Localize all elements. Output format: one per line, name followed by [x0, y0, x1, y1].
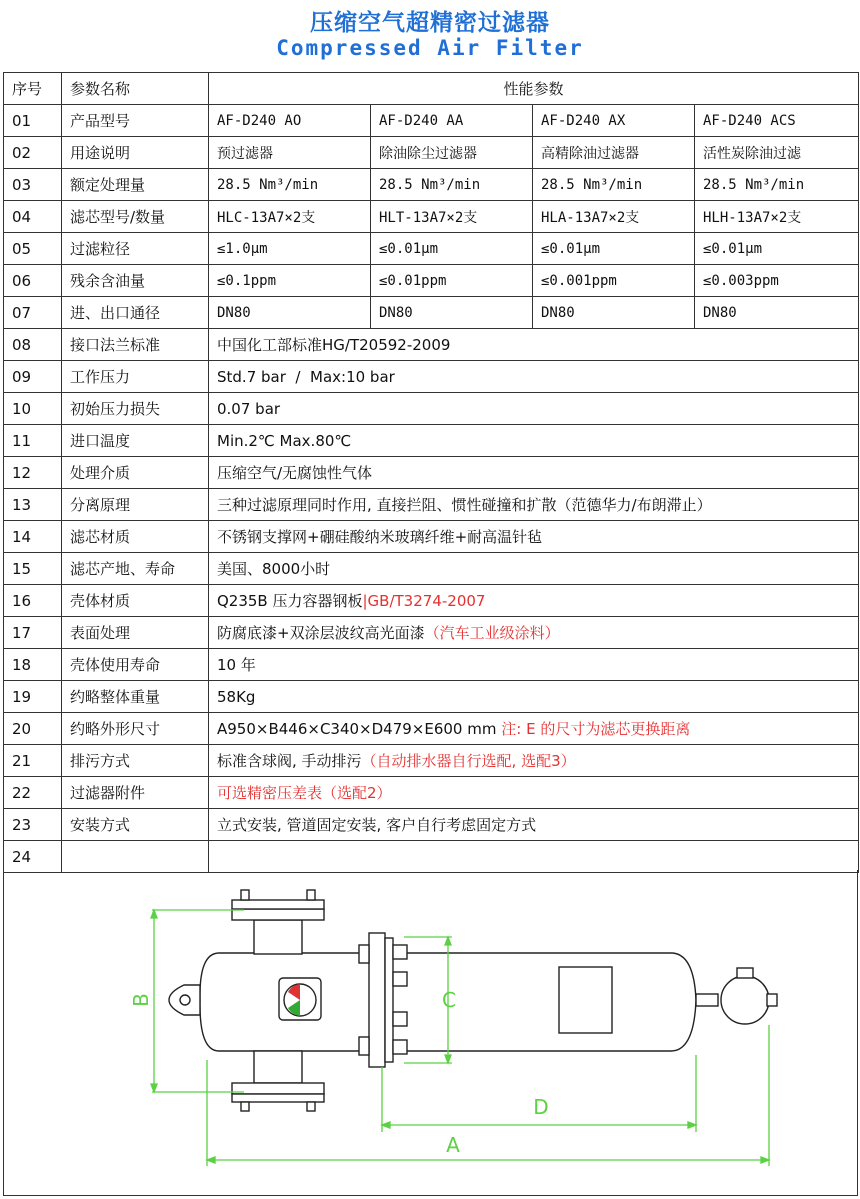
row-number: 04: [4, 201, 62, 233]
value-text: Std.7 bar / Max:10 bar: [217, 367, 395, 386]
outlet-flange-bottom: [232, 1094, 324, 1102]
param-value: ≤1.0μm: [209, 233, 371, 265]
row-number: 07: [4, 297, 62, 329]
value-text: 0.07 bar: [217, 399, 281, 418]
value-note: |GB/T3274-2007: [362, 592, 486, 610]
filter-drawing: [3, 870, 858, 1196]
row-number: 08: [4, 329, 62, 361]
value-text: 美国、8000小时: [217, 560, 331, 578]
value-text: 压缩空气/无腐蚀性气体: [217, 464, 373, 482]
filter-diagram: [4, 870, 857, 1196]
param-value: ≤0.01ppm: [371, 265, 533, 297]
inlet-flange: [232, 909, 324, 920]
row-number: 16: [4, 585, 62, 617]
param-name: 工作压力: [62, 361, 209, 393]
dim-d-label: D: [533, 1095, 549, 1119]
param-name: 表面处理: [62, 617, 209, 649]
table-row: [4, 713, 859, 745]
param-value: [209, 681, 859, 713]
param-value: 28.5 Nm³/min: [533, 169, 695, 201]
param-value: [209, 809, 859, 841]
param-name: 产品型号: [62, 105, 209, 137]
param-name: 约略外形尺寸: [62, 713, 209, 745]
param-name: 滤芯材质: [62, 521, 209, 553]
table-row: [4, 329, 859, 361]
outlet-flange: [232, 1083, 324, 1094]
param-value: DN80: [533, 297, 695, 329]
param-value: [209, 521, 859, 553]
value-note: （汽车工业级涂料）: [424, 624, 560, 642]
param-value: DN80: [695, 297, 859, 329]
row-number: 12: [4, 457, 62, 489]
outlet-pipe: [254, 1051, 302, 1083]
table-row: [4, 585, 859, 617]
table-row: [4, 169, 859, 201]
param-name: 壳体材质: [62, 585, 209, 617]
value-text: 防腐底漆+双涂层波纹高光面漆: [217, 624, 425, 642]
param-value: ≤0.01μm: [533, 233, 695, 265]
table-row: [4, 297, 859, 329]
table-row: [4, 681, 859, 713]
table-row: [4, 809, 859, 841]
param-name: 接口法兰标准: [62, 329, 209, 361]
header-row: [4, 73, 859, 105]
param-name: 排污方式: [62, 745, 209, 777]
table-row: [4, 489, 859, 521]
param-value: 高精除油过滤器: [533, 137, 695, 169]
value-note: （自动排水器自行选配, 选配3）: [361, 752, 576, 770]
table-row: [4, 521, 859, 553]
value-text: 中国化工部标准HG/T20592-2009: [217, 336, 451, 354]
row-number: 18: [4, 649, 62, 681]
value-text: 三种过滤原理同时作用, 直接拦阻、惯性碰撞和扩散（范德华力/布朗滞止）: [217, 496, 712, 514]
row-number: 09: [4, 361, 62, 393]
row-number: 06: [4, 265, 62, 297]
param-value: [209, 489, 859, 521]
param-value: 28.5 Nm³/min: [695, 169, 859, 201]
param-value: ≤0.1ppm: [209, 265, 371, 297]
param-name: 初始压力损失: [62, 393, 209, 425]
param-value: 28.5 Nm³/min: [371, 169, 533, 201]
param-value: ≤0.003ppm: [695, 265, 859, 297]
row-number: 02: [4, 137, 62, 169]
row-number: 13: [4, 489, 62, 521]
param-value: [209, 713, 859, 745]
param-value: [209, 393, 859, 425]
value-text: 标准含球阀, 手动排污: [217, 752, 362, 770]
param-value: [209, 617, 859, 649]
param-value: ≤0.01μm: [695, 233, 859, 265]
param-name: 分离原理: [62, 489, 209, 521]
table-row: [4, 265, 859, 297]
table-row: [4, 649, 859, 681]
param-value: 除油除尘过滤器: [371, 137, 533, 169]
page-subtitle: Compressed Air Filter: [276, 36, 584, 60]
param-value: AF-D240 AO: [209, 105, 371, 137]
table-row: [4, 137, 859, 169]
page-title: 压缩空气超精密过滤器: [310, 10, 550, 36]
param-value: [209, 649, 859, 681]
row-number: 11: [4, 425, 62, 457]
param-name: 残余含油量: [62, 265, 209, 297]
param-name: 滤芯产地、寿命: [62, 553, 209, 585]
value-text: A950×B446×C340×D479×E600 mm: [217, 720, 502, 738]
param-value: [209, 425, 859, 457]
value-note: 可选精密压差表（选配2）: [217, 784, 392, 802]
row-number: 17: [4, 617, 62, 649]
table-row: [4, 361, 859, 393]
row-number: 19: [4, 681, 62, 713]
table-row: [4, 745, 859, 777]
param-value: AF-D240 ACS: [695, 105, 859, 137]
row-number: 03: [4, 169, 62, 201]
table-row: [4, 841, 859, 873]
body-flange: [369, 933, 385, 1067]
param-value: 预过滤器: [209, 137, 371, 169]
row-number: 15: [4, 553, 62, 585]
inlet-pipe: [254, 920, 302, 954]
spec-table: [3, 72, 859, 873]
dim-a-label: A: [446, 1133, 460, 1157]
param-value: [209, 361, 859, 393]
row-number: 22: [4, 777, 62, 809]
drain-valve: [721, 976, 769, 1024]
value-text: Q235B 压力容器钢板: [217, 592, 363, 610]
param-value: [209, 585, 859, 617]
param-value: ≤0.001ppm: [533, 265, 695, 297]
row-number: 01: [4, 105, 62, 137]
inlet-flange-top: [232, 900, 324, 909]
value-text: Min.2℃ Max.80℃: [217, 431, 352, 450]
header-perf: 性能参数: [209, 73, 859, 105]
param-value: HLA-13A7×2支: [533, 201, 695, 233]
table-row: [4, 777, 859, 809]
table-row: [4, 393, 859, 425]
param-value: [209, 329, 859, 361]
row-number: 20: [4, 713, 62, 745]
row-number: 05: [4, 233, 62, 265]
param-name: 处理介质: [62, 457, 209, 489]
value-text: 不锈钢支撑网+硼硅酸纳米玻璃纤维+耐高温针毡: [217, 528, 543, 546]
param-value: [209, 745, 859, 777]
param-name: 进口温度: [62, 425, 209, 457]
param-value: HLT-13A7×2支: [371, 201, 533, 233]
dim-c-label: C: [442, 988, 456, 1012]
value-note: 注: E 的尺寸为滤芯更换距离: [501, 720, 691, 738]
param-name: 滤芯型号/数量: [62, 201, 209, 233]
param-value: DN80: [371, 297, 533, 329]
value-text: 10 年: [217, 656, 256, 674]
header-no: 序号: [4, 73, 62, 105]
value-text: 58Kg: [217, 687, 256, 706]
param-value: DN80: [209, 297, 371, 329]
param-value: AF-D240 AX: [533, 105, 695, 137]
table-row: [4, 617, 859, 649]
table-row: [4, 201, 859, 233]
param-value: 28.5 Nm³/min: [209, 169, 371, 201]
param-value: [209, 457, 859, 489]
value-text: 立式安装, 管道固定安装, 客户自行考虑固定方式: [217, 816, 537, 834]
label-plate: [559, 967, 612, 1033]
row-number: 23: [4, 809, 62, 841]
row-number: 14: [4, 521, 62, 553]
table-row: [4, 425, 859, 457]
header-param: 参数名称: [62, 73, 209, 105]
param-value: 活性炭除油过滤: [695, 137, 859, 169]
param-value: AF-D240 AA: [371, 105, 533, 137]
param-value: [209, 553, 859, 585]
row-number: 10: [4, 393, 62, 425]
param-name: 过滤器附件: [62, 777, 209, 809]
param-name: 安装方式: [62, 809, 209, 841]
table-row: [4, 105, 859, 137]
param-name: [62, 841, 209, 873]
param-name: 进、出口通径: [62, 297, 209, 329]
row-number: 21: [4, 745, 62, 777]
param-value: [209, 841, 859, 873]
table-row: [4, 233, 859, 265]
param-name: 约略整体重量: [62, 681, 209, 713]
param-name: 用途说明: [62, 137, 209, 169]
table-row: [4, 457, 859, 489]
param-value: [209, 777, 859, 809]
param-value: HLH-13A7×2支: [695, 201, 859, 233]
param-name: 额定处理量: [62, 169, 209, 201]
param-name: 过滤粒径: [62, 233, 209, 265]
param-value: ≤0.01μm: [371, 233, 533, 265]
dim-b-label: B: [129, 993, 153, 1007]
table-row: [4, 553, 859, 585]
row-number: 24: [4, 841, 62, 873]
param-value: HLC-13A7×2支: [209, 201, 371, 233]
param-name: 壳体使用寿命: [62, 649, 209, 681]
